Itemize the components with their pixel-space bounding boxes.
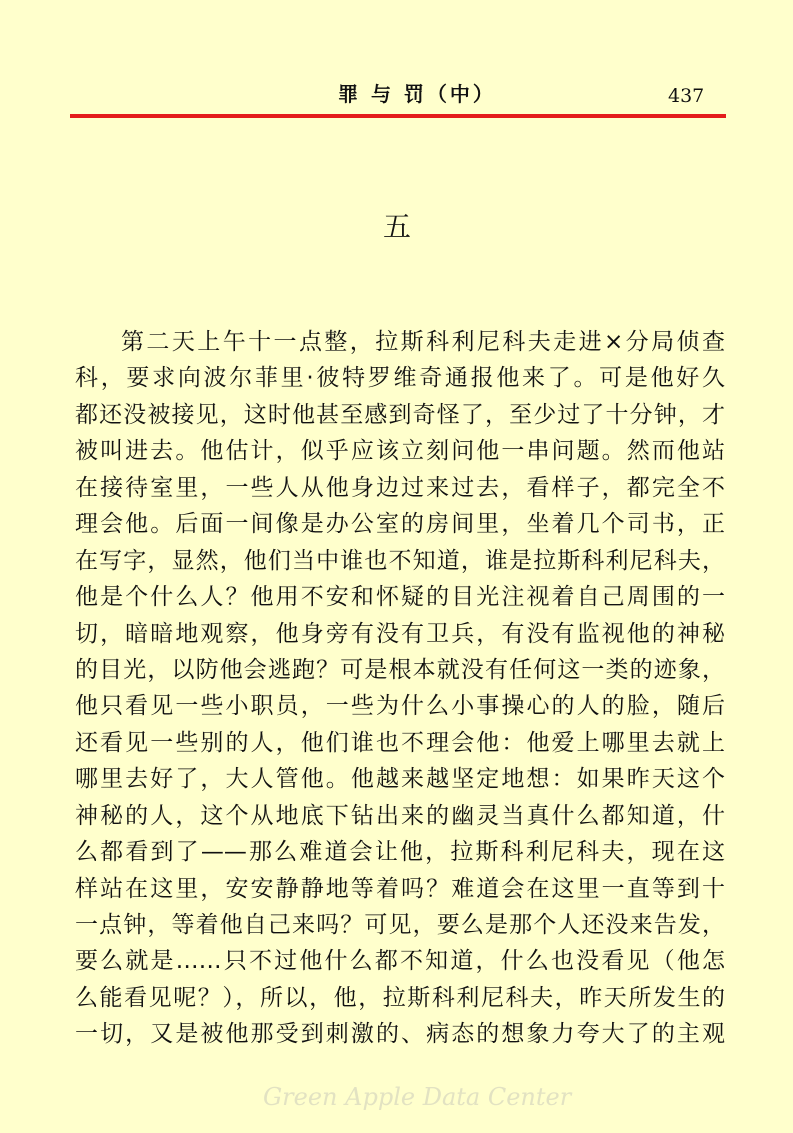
page-number: 437 <box>668 85 705 107</box>
text-line: 么都看到了——那么难道会让他，拉斯科利尼科夫，现在这 <box>75 839 725 866</box>
text-line: 在写字，显然，他们当中谁也不知道，谁是拉斯科利尼科夫， <box>75 547 725 574</box>
text-line: 样站在这里，安安静静地等着吗？难道会在这里一直等到十 <box>75 875 725 902</box>
text-line: 还看见一些别的人，他们谁也不理会他：他爱上哪里去就上 <box>75 729 725 756</box>
running-title: 罪 与 罚（中） <box>338 82 496 106</box>
text-line: 切，暗暗地观察，他身旁有没有卫兵，有没有监视他的神秘 <box>75 620 725 647</box>
watermark: Green Apple Data Center <box>263 1083 572 1111</box>
text-line: 一点钟，等着他自己来吗？可见，要么是那个人还没来告发， <box>75 912 725 938</box>
text-line: 的目光，以防他会逃跑？可是根本就没有任何这一类的迹象， <box>75 656 725 683</box>
body-text <box>75 324 725 1053</box>
text-line: 他是个什么人？他用不安和怀疑的目光注视着自己周围的一 <box>75 584 725 611</box>
text-line: 被叫进去。他估计，似乎应该立刻问他一串问题。然而他站 <box>75 438 725 465</box>
text-line: 科，要求向波尔菲里·彼特罗维奇通报他来了。可是他好久 <box>75 365 725 392</box>
text-line: 第二天上午十一点整，拉斯科利尼科夫走进×分局侦查 <box>121 329 725 355</box>
text-line: 一切，又是被他那受到刺激的、病态的想象力夸大了的主观 <box>75 1021 725 1048</box>
text-line: 都还没被接见，这时他甚至感到奇怪了，至少过了十分钟，才 <box>75 401 725 428</box>
text-line: 要么就是……只不过他什么都不知道，什么也没看见（他怎 <box>75 948 725 975</box>
text-line: 他只看见一些小职员，一些为什么小事操心的人的脸，随后 <box>75 693 725 720</box>
text-line: 在接待室里，一些人从他身边过来过去，看样子，都完全不 <box>75 474 725 501</box>
section-heading: 五 <box>383 210 412 243</box>
text-line: 神秘的人，这个从地底下钻出来的幽灵当真什么都知道，什 <box>75 802 725 829</box>
text-line: 哪里去好了，大人管他。他越来越坚定地想：如果昨天这个 <box>75 766 725 793</box>
text-line: 理会他。后面一间像是办公室的房间里，坐着几个司书，正 <box>75 511 725 538</box>
header-rule <box>70 114 726 118</box>
text-line: 么能看见呢？），所以，他，拉斯科利尼科夫，昨天所发生的 <box>75 984 725 1011</box>
